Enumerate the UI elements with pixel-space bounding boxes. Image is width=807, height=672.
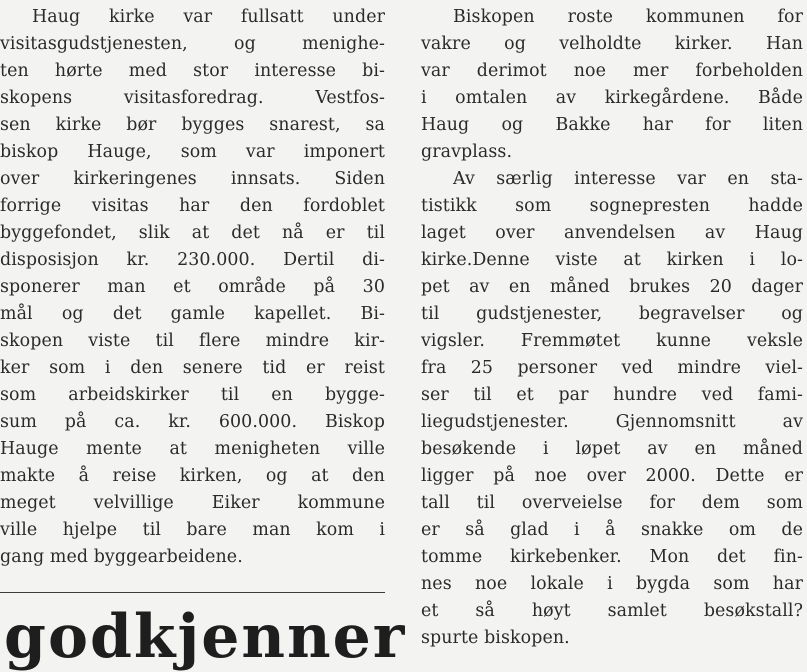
text-line: ser til et par hundre ved fami- [421, 385, 803, 405]
text-line: ten hørte med stor interesse bi- [0, 61, 385, 81]
text-line: makte å reise kirken, og at den [0, 466, 385, 486]
text-line: Biskopen roste kommunen for [453, 7, 803, 27]
text-line: meget velvillige Eiker kommune [0, 493, 385, 513]
text-line: tistikk som sognepresten hadde [421, 196, 803, 216]
text-line: mål og det gamle kapellet. Bi- [0, 304, 385, 324]
text-line: disposisjon kr. 230.000. Dertil di- [0, 250, 385, 270]
article-column-left [0, 4, 385, 571]
text-line: liegudstjenester. Gjennomsnitt av [421, 412, 803, 432]
text-line: Hauge mente at menigheten ville [0, 439, 385, 459]
headline: godkjenner [4, 602, 407, 672]
text-line: til gudstjenester, begravelser og [421, 304, 803, 324]
text-line: Haug og Bakke har for liten [421, 115, 803, 135]
text-line: ker som i den senere tid er reist [0, 358, 385, 378]
text-line: fra 25 personer ved mindre viel- [421, 358, 803, 378]
text-line: kirke.Denne viste at kirken i lo- [421, 250, 803, 270]
text-line: gang med byggearbeidene. [0, 547, 243, 567]
text-line: Av særlig interesse var en sta- [453, 169, 803, 189]
text-line: nes noe lokale i bygda som har [421, 574, 803, 594]
text-line: forrige visitas har den fordoblet [0, 196, 385, 216]
article-column-right [421, 4, 803, 652]
text-line: i omtalen av kirkegårdene. Både [421, 88, 803, 108]
text-line: over kirkeringenes innsats. Siden [0, 169, 385, 189]
text-line: gravplass. [421, 142, 513, 162]
text-line: sen kirke bør bygges snarest, sa [0, 115, 385, 135]
text-line: som arbeidskirker til en bygge- [0, 385, 385, 405]
text-line: skopens visitasforedrag. Vestfos- [0, 88, 385, 108]
text-line: pet av en måned brukes 20 dager [421, 277, 803, 297]
text-line: sponerer man et område på 30 [0, 277, 385, 297]
text-line: vigsler. Fremmøtet kunne veksle [421, 331, 803, 351]
text-line: var derimot noe mer forbeholden [421, 61, 803, 81]
text-line: biskop Hauge, som var imponert [0, 142, 385, 162]
text-line: laget over anvendelsen av Haug [421, 223, 803, 243]
text-line: spurte biskopen. [421, 628, 570, 648]
text-line: visitasgudstjenesten, og menighe- [0, 34, 385, 54]
text-line: tomme kirkebenker. Mon det fin- [421, 547, 803, 567]
text-line: sum på ca. kr. 600.000. Biskop [0, 412, 385, 432]
text-line: er så glad i å snakke om de [421, 520, 803, 540]
text-line: tall til overveielse for dem som [421, 493, 803, 513]
text-line: et så høyt samlet besøkstall? [421, 601, 803, 621]
text-line: besøkende i løpet av en måned [421, 439, 803, 459]
text-line: byggefondet, slik at det nå er til [0, 223, 385, 243]
text-line: ville hjelpe til bare man kom i [0, 520, 385, 540]
text-line: vakre og velholdte kirker. Han [421, 34, 803, 54]
column-divider-rule [0, 592, 385, 593]
text-line: skopen viste til flere mindre kir- [0, 331, 385, 351]
text-line: Haug kirke var fullsatt under [32, 7, 385, 27]
text-line: ligger på noe over 2000. Dette er [421, 466, 803, 486]
